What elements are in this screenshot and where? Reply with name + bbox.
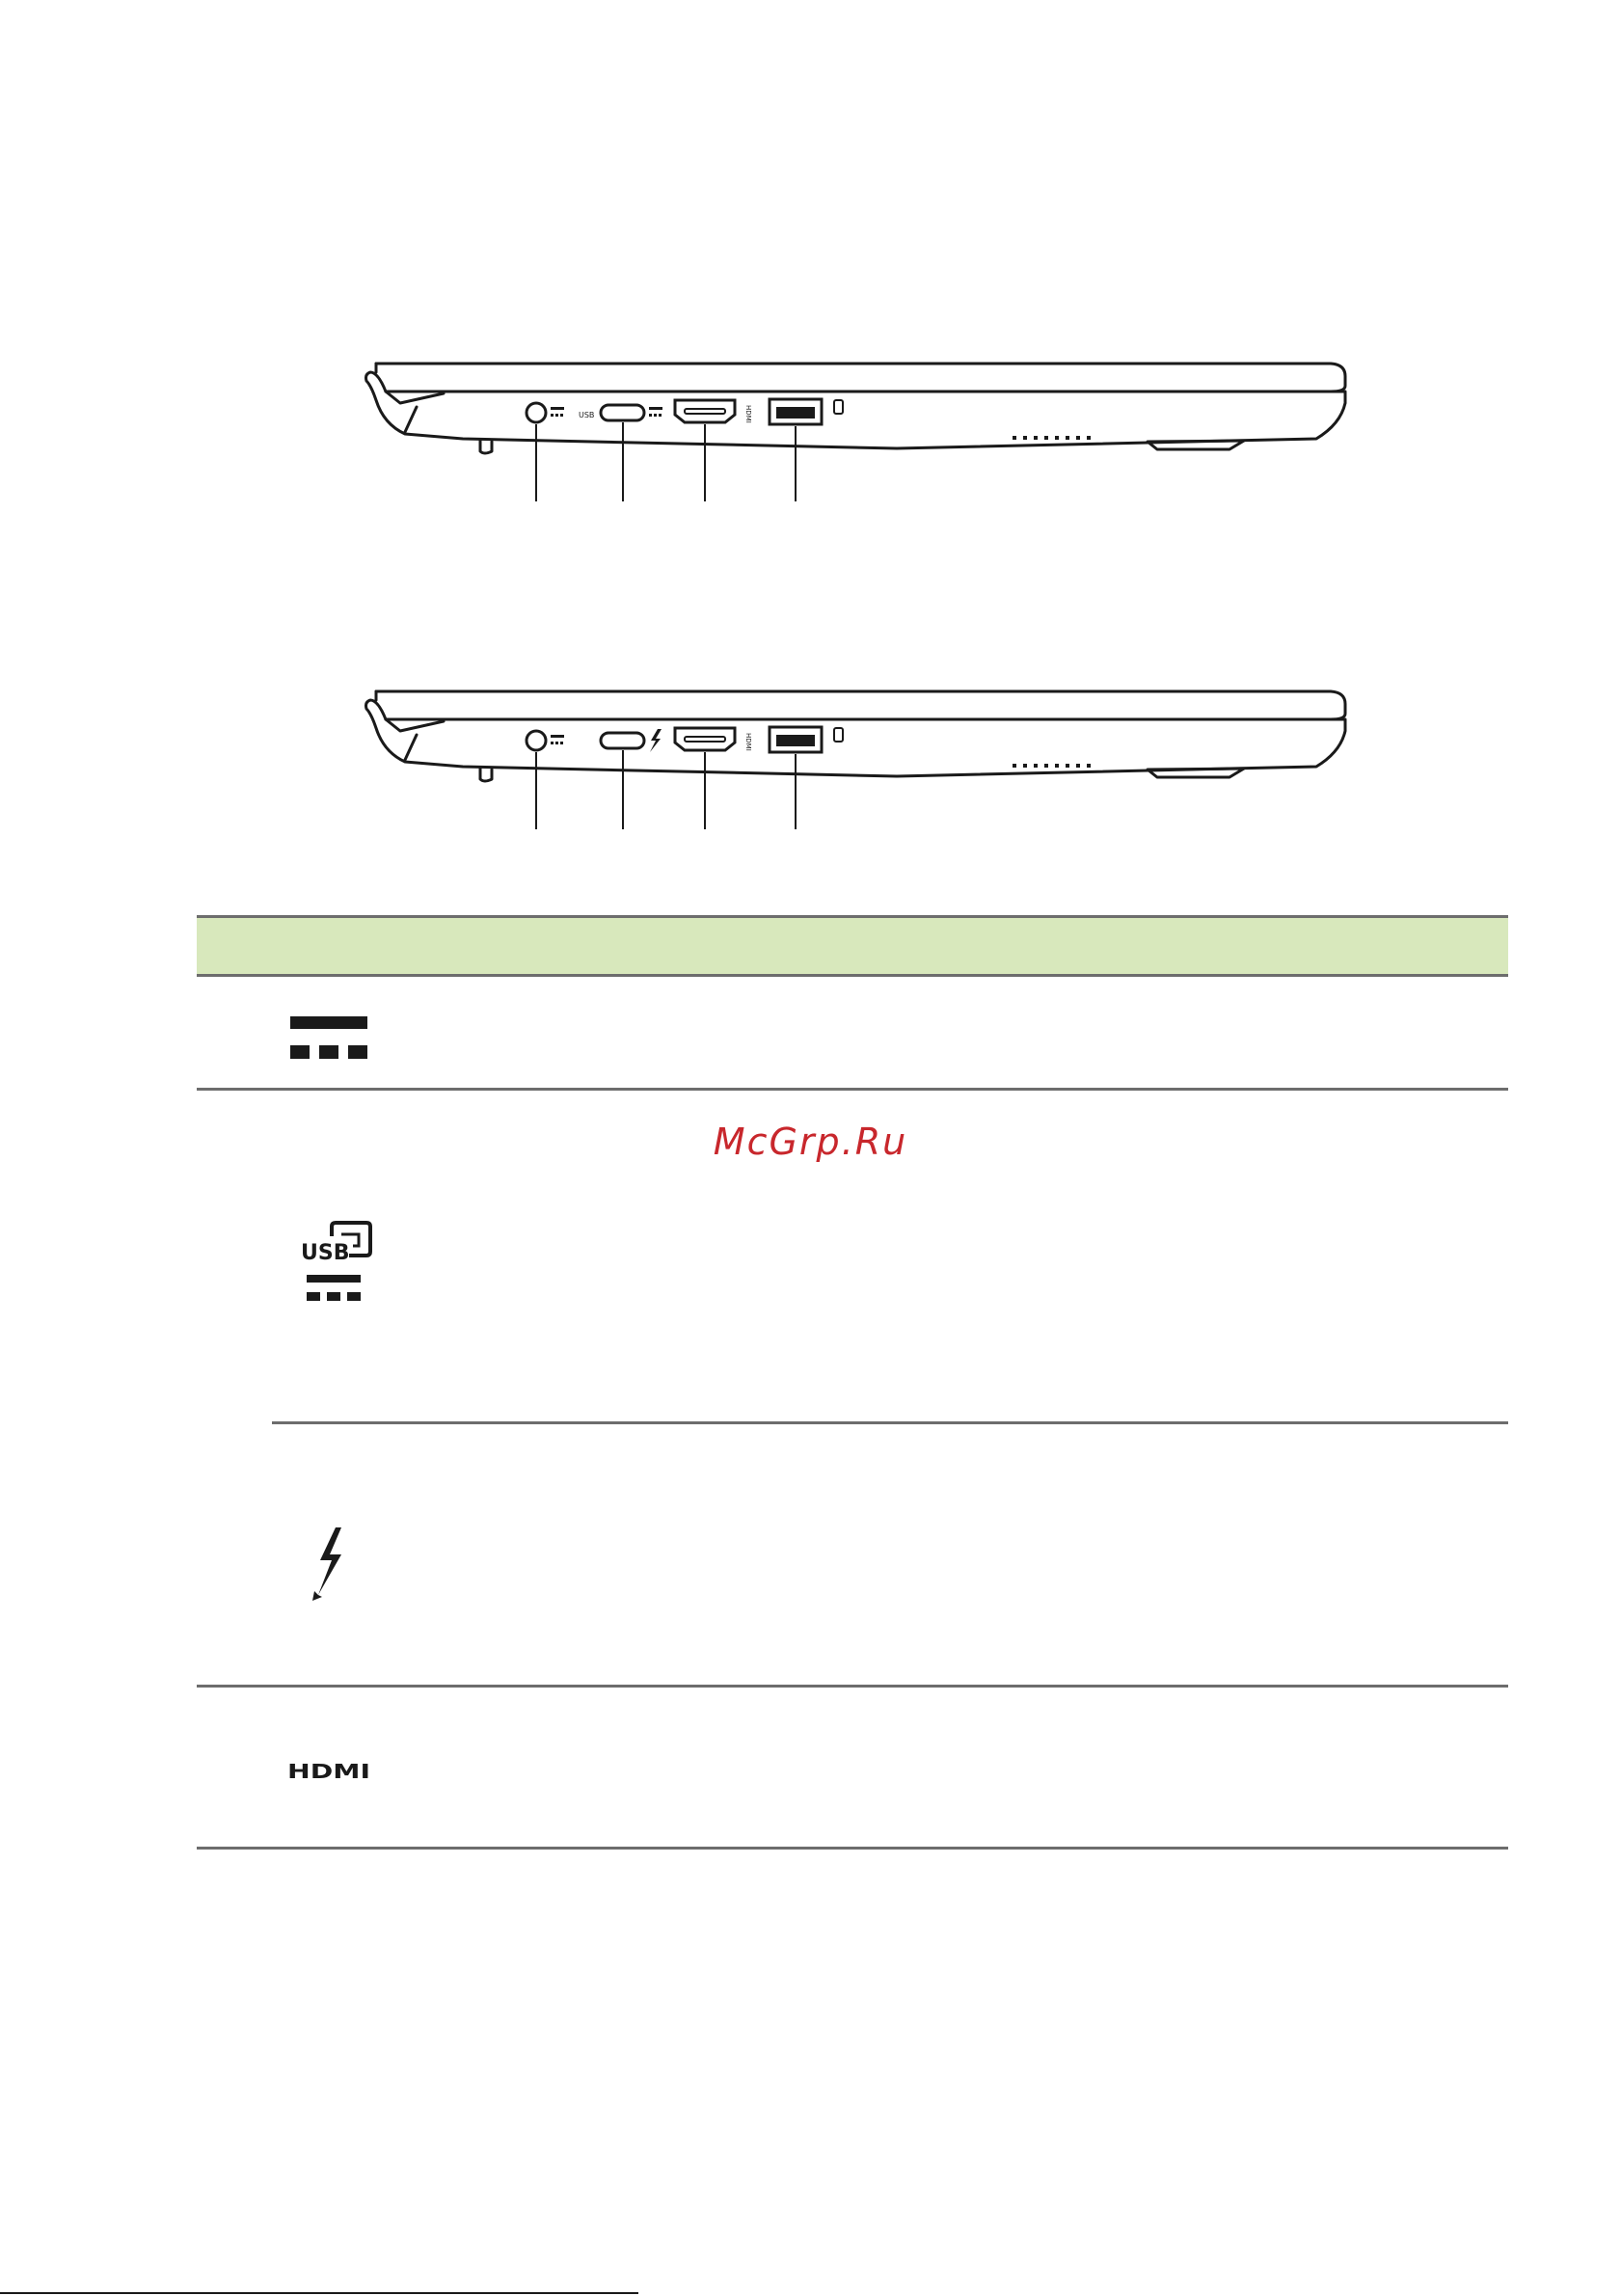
svg-text:HDMI: HDMI <box>744 733 752 751</box>
usb-c-port <box>601 405 644 420</box>
callout-lines <box>536 750 796 829</box>
vent-dots <box>1013 764 1091 768</box>
laptop-side-illustration <box>347 347 1360 540</box>
table-subrow-divider <box>272 1421 1508 1424</box>
table-row-divider <box>197 1685 1508 1688</box>
usb-label-small: USB <box>579 411 595 419</box>
footer-rule <box>0 2292 638 2294</box>
vent-dots <box>1013 436 1091 440</box>
laptop-side-illustration-thunderbolt <box>347 675 1360 868</box>
usb-c-power-icon <box>299 1219 372 1311</box>
hdmi-icon-label: HDMI <box>287 1761 370 1782</box>
dc-jack <box>527 731 546 750</box>
callout-lines <box>536 422 796 501</box>
table-row-divider <box>197 1088 1508 1091</box>
laptop-left-side-diagram-1 <box>347 347 1360 540</box>
dc-power-icon <box>287 1014 370 1068</box>
thunderbolt-port <box>601 733 644 748</box>
thunderbolt-icon <box>311 1526 351 1607</box>
thunderbolt-small-icon <box>650 729 662 752</box>
table-header-row <box>197 915 1508 977</box>
dc-jack <box>527 403 546 422</box>
watermark-text: McGrp.Ru <box>713 1121 908 1163</box>
usb-icon-label: USB <box>301 1241 350 1265</box>
table-bottom-border <box>197 1847 1508 1850</box>
laptop-left-side-diagram-2 <box>347 675 1360 868</box>
svg-text:HDMI: HDMI <box>744 405 752 423</box>
hdmi-icon <box>287 1761 374 1786</box>
